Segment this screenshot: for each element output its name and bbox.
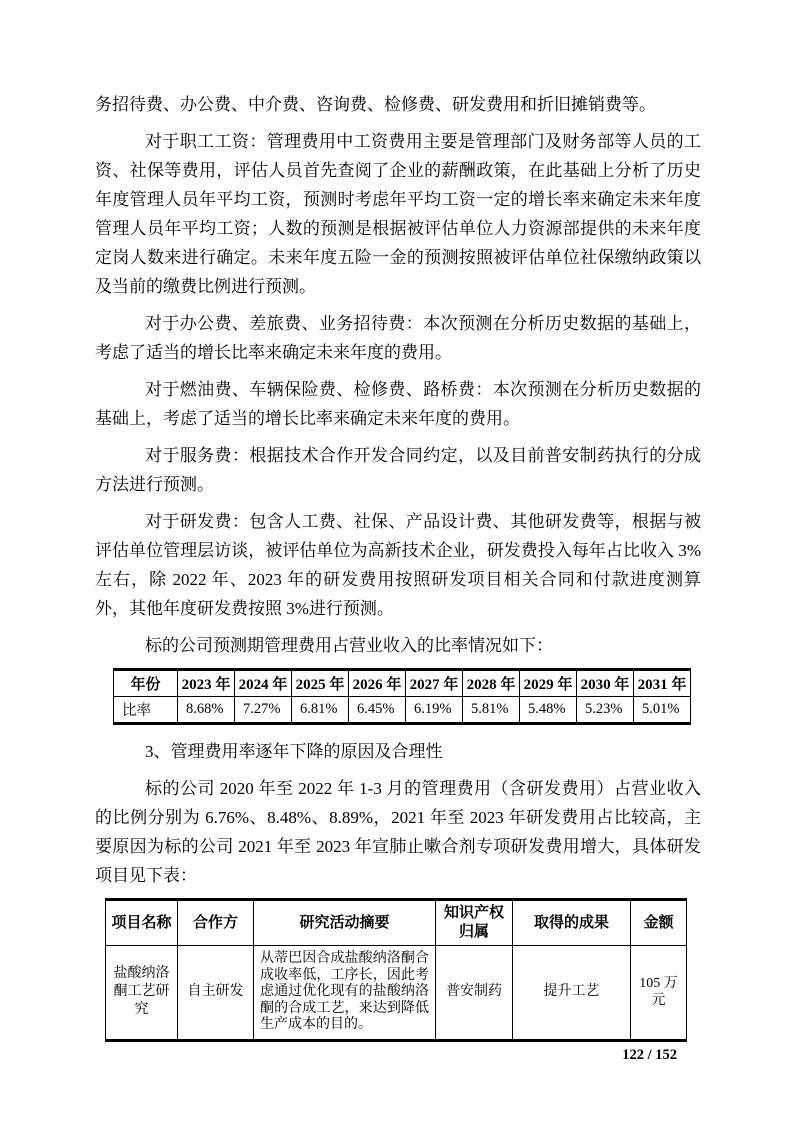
ratio-table-header-cell: 年份 (114, 670, 178, 697)
rd-result-cell: 提升工艺 (513, 946, 631, 1041)
table-intro-paragraph: 标的公司预测期管理费用占营业收入的比率情况如下： (145, 636, 553, 655)
ratio-table-header-cell: 2025 年 (292, 670, 349, 697)
management-expense-ratio-table (113, 668, 691, 725)
ratio-table-value-cell: 6.81% (292, 697, 349, 724)
ratio-table-value-cell: 7.27% (235, 697, 292, 724)
ratio-table-header-cell: 2026 年 (349, 670, 406, 697)
ratio-table-value-cell: 5.01% (634, 697, 691, 724)
section-heading: 3、管理费用率逐年下降的原因及合理性 (145, 742, 443, 761)
rd-table-header-cell: 取得的成果 (513, 900, 631, 946)
rd-project-table (105, 898, 687, 1042)
rd-table-header-cell: 知识产权归属 (436, 900, 513, 946)
ratio-table-header-cell: 2027 年 (406, 670, 463, 697)
rd-summary-cell: 从蒂巴因合成盐酸纳洛酮合成收率低，工序长，因此考虑通过优化现有的盐酸纳洛酮的合成工艺，来达到降低生产成本的目的。 (254, 946, 436, 1041)
rd-table-header-cell: 项目名称 (106, 900, 178, 946)
rd-table-header-row (106, 900, 687, 946)
ratio-table-value-cell: 8.68% (178, 697, 235, 724)
paragraph: 对于职工工资：管理费用中工资费用主要是管理部门及财务部等人员的工资、社保等费用，评估人员首先查阅了企业的薪酬政策，在此基础上分析了历史年度管理人员年平均工资，预测时考虑年平均工资一定的增长率来确定未来年度管理人员年平均工资；人数的预测是根据被评估单位人力资源部提供的未来年度定岗人数来进行确定。未来年度五险一金的预测按照被评估单位社保缴纳政策以及当前的缴费比例进行预测。 (95, 132, 701, 296)
ratio-table-header-cell: 2029 年 (520, 670, 577, 697)
rd-table-header-cell: 合作方 (178, 900, 254, 946)
ratio-table-row-label: 比率 (114, 697, 178, 724)
ratio-table-header-cell: 2028 年 (463, 670, 520, 697)
paragraph: 对于燃油费、车辆保险费、检修费、路桥费：本次预测在分析历史数据的基础上，考虑了适当的增长比率来确定未来年度的费用。 (95, 380, 701, 428)
rd-partner-cell: 自主研发 (178, 946, 254, 1041)
ratio-table-header-cell: 2024 年 (235, 670, 292, 697)
page-number: 122 / 152 (622, 1046, 677, 1063)
ratio-table-value-cell: 5.48% (520, 697, 577, 724)
paragraph: 对于研发费：包含人工费、社保、产品设计费、其他研发费等，根据与被评估单位管理层访谈，被评估单位为高新技术企业，研发费投入每年占比收入 3%左右，除 2022 年、2023 年的研发费用按照研发项目相关合同和付款进度测算外，其他年度研发费按照 3%进行预测。 (95, 512, 701, 618)
ratio-table-data-row (114, 697, 691, 724)
paragraph: 对于服务费：根据技术合作开发合同约定，以及目前普安制药执行的分成方法进行预测。 (95, 446, 701, 494)
paragraph: 标的公司 2020 年至 2022 年 1-3 月的管理费用（含研发费用）占营业收入的比例分别为 6.76%、8.48%、8.89%，2021 年至 2023 年研发费用占比较高，主要原因为标的公司 2021 年至 2023 年宣肺止嗽合剂专项研发费用增大，具体研发项目见下表： (95, 779, 701, 885)
ratio-table-value-cell: 5.23% (577, 697, 634, 724)
rd-table-header-cell: 研究活动摘要 (254, 900, 436, 946)
paragraph: 务招待费、办公费、中介费、咨询费、检修费、研发费用和折旧摊销费等。 (95, 95, 656, 114)
ratio-table-header-cell: 2030 年 (577, 670, 634, 697)
rd-project-name-cell: 盐酸纳洛酮工艺研究 (106, 946, 178, 1041)
rd-amount-cell: 105 万元 (631, 946, 687, 1041)
ratio-table-header-row (114, 670, 691, 697)
rd-table-data-row (106, 946, 687, 1041)
ratio-table-value-cell: 6.19% (406, 697, 463, 724)
rd-ip-owner-cell: 普安制药 (436, 946, 513, 1041)
page-content (95, 90, 701, 1064)
ratio-table-header-cell: 2023 年 (178, 670, 235, 697)
ratio-table-value-cell: 6.45% (349, 697, 406, 724)
rd-table-header-cell: 金额 (631, 900, 687, 946)
paragraph: 对于办公费、差旅费、业务招待费：本次预测在分析历史数据的基础上，考虑了适当的增长比率来确定未来年度的费用。 (95, 314, 701, 362)
ratio-table-header-cell: 2031 年 (634, 670, 691, 697)
ratio-table-value-cell: 5.81% (463, 697, 520, 724)
